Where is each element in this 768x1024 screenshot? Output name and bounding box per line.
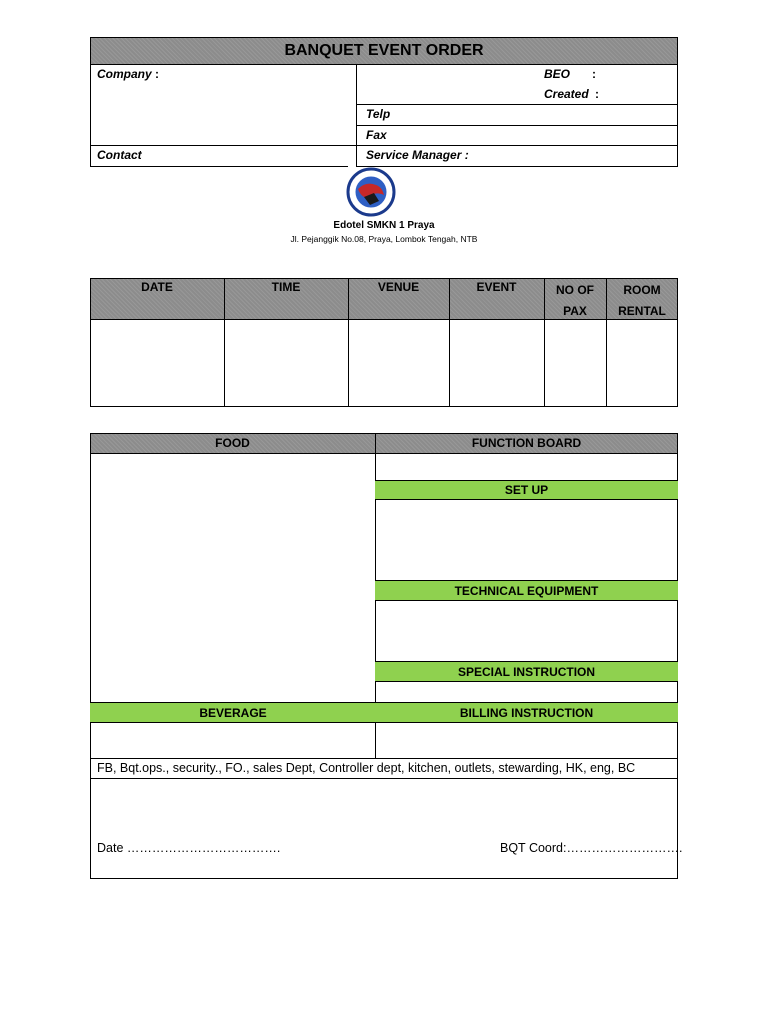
technical-equipment-bar [375,580,678,601]
set-up-label: SET UP [504,483,549,497]
technical-equipment-label: TECHNICAL EQUIPMENT [454,583,599,598]
info-row-divider-2 [356,125,678,126]
col-line-2 [348,278,349,407]
col-line-4 [544,278,545,407]
service-manager-label: Service Manager : [366,148,469,162]
fax-label: Fax [366,128,387,142]
info-row-divider-1 [356,104,678,105]
special-instruction-label: SPECIAL INSTRUCTION [457,664,596,679]
date-signature: Date ………………………………. [97,841,281,855]
beo-colon: : [592,67,596,81]
school-logo-icon [346,167,396,217]
billing-instruction-label: BILLING INSTRUCTION [459,705,594,720]
company-label: Company : [97,67,160,81]
col-header-date: DATE [141,280,173,294]
contact-label: Contact [97,148,142,162]
distribution-bottom-line [90,778,678,779]
contact-divider [90,145,356,146]
beverage-bar [90,702,376,723]
set-up-bar [375,480,678,500]
beo-label: BEO [544,67,571,81]
col-header-pax: NO OF PAX [556,283,594,318]
org-name: Edotel SMKN 1 Praya [333,220,435,231]
col-header-room-rental: ROOM RENTAL [618,283,666,318]
col-line-1 [224,278,225,407]
col-line-5 [606,278,607,407]
company-bottom-line [90,166,348,167]
title-bar [90,37,678,65]
special-instruction-bar [375,661,678,682]
page-title: BANQUET EVENT ORDER [284,42,484,59]
bqt-coord-signature: BQT Coord:………………………. [500,841,683,855]
info-row-divider-3 [356,145,678,146]
col-header-venue: VENUE [377,280,420,294]
col-header-event: EVENT [476,280,517,294]
org-address: Jl. Pejanggik No.08, Praya, Lombok Tengah, NTB [290,234,478,244]
food-header: FOOD [215,436,250,450]
distribution-list: FB, Bqt.ops., security., FO., sales Dept, Controller dept, kitchen, outlets, stewarding, HK, eng, BC [97,761,636,775]
created-label: Created [544,87,589,101]
distribution-top-line [90,758,678,759]
created-colon: : [595,87,599,101]
telp-label: Telp [366,107,391,121]
col-line-3 [449,278,450,407]
function-board-header: FUNCTION BOARD [471,436,582,450]
beverage-label: BEVERAGE [199,705,267,720]
col-header-time: TIME [271,280,301,294]
billing-instruction-bar [375,702,678,723]
